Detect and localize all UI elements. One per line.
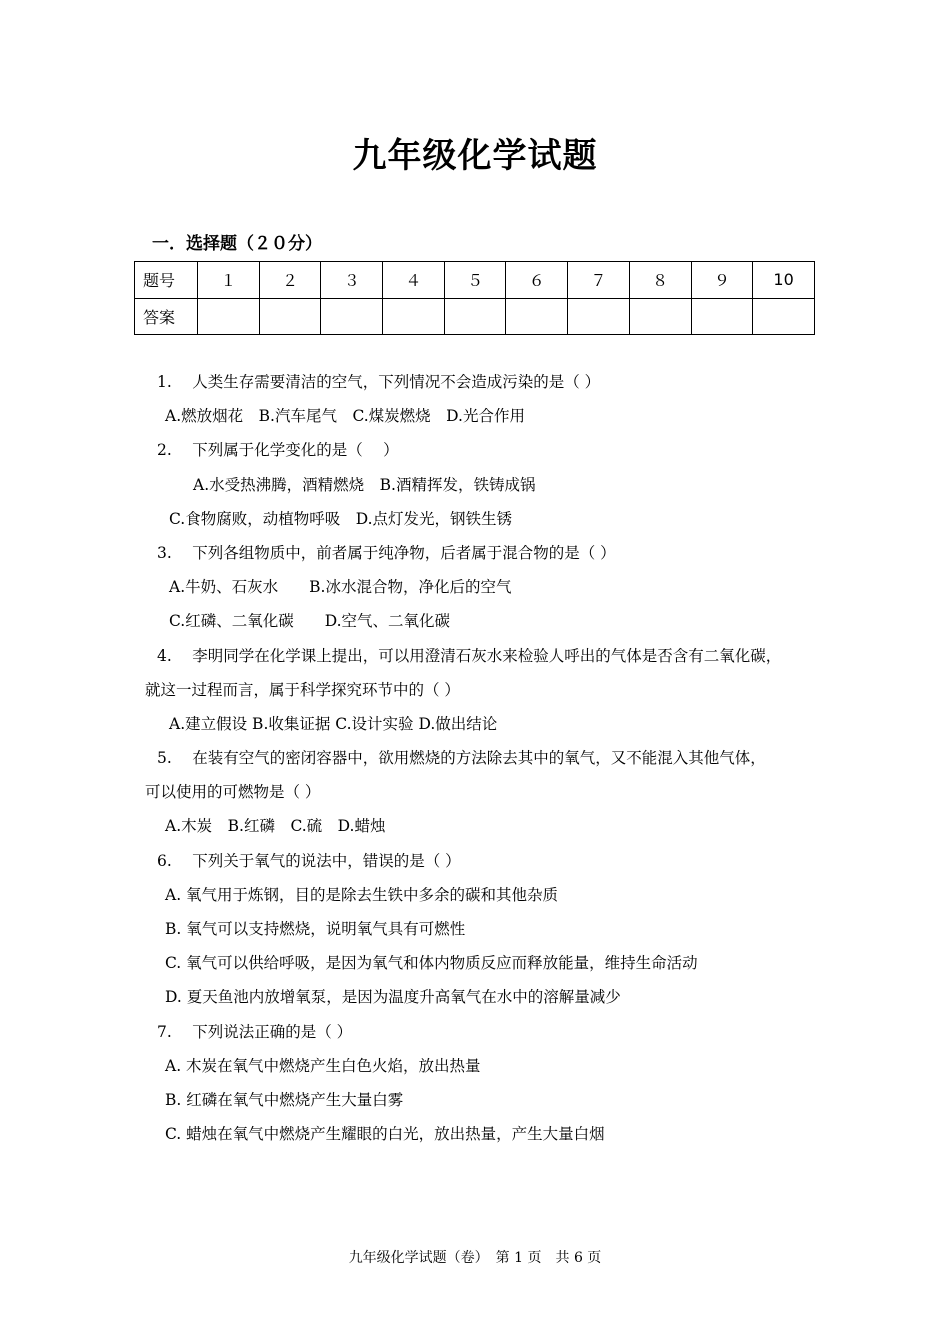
- answer-table-header-row: [135, 262, 815, 299]
- question-line: 5. 在装有空气的密闭容器中，欲用燃烧的方法除去其中的氧气，又不能混入其他气体，: [157, 749, 766, 768]
- answer-label: 答案: [135, 298, 198, 335]
- question-line: 3. 下列各组物质中，前者属于纯净物，后者属于混合物的是（ ）: [157, 543, 616, 562]
- question-number-label: 题号: [135, 262, 198, 299]
- question-number-cell: ７: [568, 262, 630, 299]
- question-number-cell: ８: [629, 262, 691, 299]
- question-line: A. 氧气用于炼钢，目的是除去生铁中多余的碳和其他杂质: [165, 885, 559, 904]
- question-line: A.建立假设 B.收集证据 C.设计实验 D.做出结论: [169, 714, 498, 733]
- question-line: 2. 下列属于化学变化的是（ ）: [157, 441, 399, 460]
- question-line: 可以使用的可燃物是（ ）: [145, 783, 321, 802]
- section-title: 一．选择题（２０分）: [152, 234, 322, 254]
- question-line: C.红磷、二氧化碳 D.空气、二氧化碳: [169, 612, 451, 631]
- question-line: B. 氧气可以支持燃烧，说明氧气具有可燃性: [165, 920, 466, 938]
- question-line: C.食物腐败，动植物呼吸 D.点灯发光，钢铁生锈: [169, 509, 513, 528]
- question-number-cell: ６: [506, 262, 568, 299]
- question-number-cell: 10: [753, 262, 815, 299]
- question-line: A. 木炭在氧气中燃烧产生白色火焰，放出热量: [165, 1056, 481, 1075]
- question-line: A.牛奶、石灰水 B.冰水混合物，净化后的空气: [169, 578, 512, 597]
- question-line: 就这一过程而言，属于科学探究环节中的（ ）: [145, 680, 460, 699]
- page-title: 九年级化学试题: [352, 136, 598, 176]
- question-number-cell: ９: [691, 262, 753, 299]
- question-line: A.木炭 B.红磷 C.硫 D.蜡烛: [165, 817, 386, 836]
- answer-cell[interactable]: [259, 298, 321, 335]
- question-number-cell: ２: [259, 262, 321, 299]
- answer-table-answer-row: [135, 298, 815, 335]
- question-line: C. 蜡烛在氧气中燃烧产生耀眼的白光，放出热量，产生大量白烟: [165, 1125, 605, 1144]
- question-line: 6. 下列关于氧气的说法中，错误的是（ ）: [157, 851, 461, 870]
- answer-cell[interactable]: [691, 298, 753, 335]
- question-line: B. 红磷在氧气中燃烧产生大量白雾: [165, 1090, 404, 1109]
- question-line: 1. 人类生存需要清洁的空气，下列情况不会造成污染的是（ ）: [157, 373, 601, 391]
- question-line: A.水受热沸腾，酒精燃烧 B.酒精挥发，铁铸成锅: [193, 475, 536, 494]
- question-number-cell: ３: [321, 262, 383, 299]
- page-footer: 九年级化学试题（卷） 第 1 页 共 6 页: [348, 1250, 602, 1266]
- answer-table: [134, 261, 815, 335]
- answer-cell[interactable]: [321, 298, 383, 335]
- answer-cell[interactable]: [444, 298, 506, 335]
- answer-cell[interactable]: [506, 298, 568, 335]
- answer-cell[interactable]: [753, 298, 815, 335]
- question-line: C. 氧气可以供给呼吸，是因为氧气和体内物质反应而释放能量，维持生命活动: [165, 954, 698, 973]
- question-line: 4. 李明同学在化学课上提出，可以用澄清石灰水来检验人呼出的气体是否含有二氧化碳，: [157, 646, 782, 665]
- answer-cell[interactable]: [568, 298, 630, 335]
- question-number-cell: ４: [383, 262, 445, 299]
- answer-cell[interactable]: [383, 298, 445, 335]
- question-number-cell: １: [198, 262, 260, 299]
- question-line: A.燃放烟花 B.汽车尾气 C.煤炭燃烧 D.光合作用: [165, 407, 525, 426]
- question-list: [145, 365, 825, 1151]
- question-number-cell: ５: [444, 262, 506, 299]
- answer-cell[interactable]: [629, 298, 691, 335]
- answer-cell[interactable]: [198, 298, 260, 335]
- question-line: 7. 下列说法正确的是（ ）: [157, 1022, 353, 1041]
- question-line: D. 夏天鱼池内放增氧泵，是因为温度升高氧气在水中的溶解量减少: [165, 988, 621, 1007]
